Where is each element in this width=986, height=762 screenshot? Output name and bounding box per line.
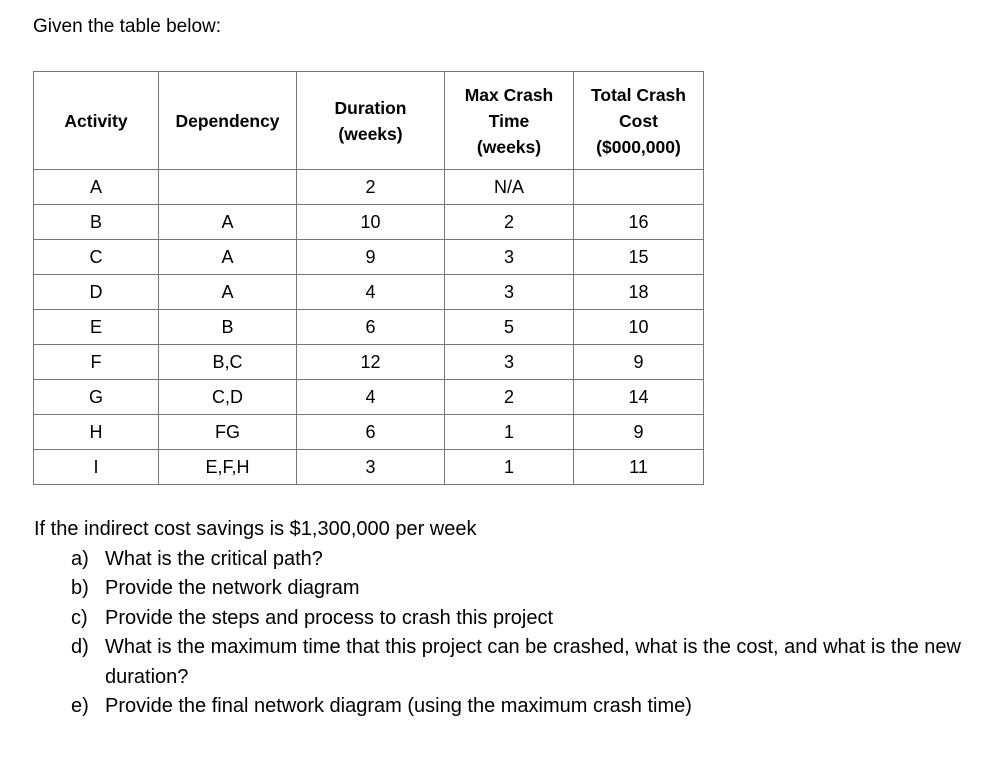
question-letter: e) (71, 695, 89, 717)
cell-cost: 15 (574, 240, 704, 275)
question-letter: c) (71, 606, 88, 629)
table-row (34, 275, 704, 310)
cell-dependency: A (159, 205, 297, 240)
list-item (34, 545, 985, 575)
cell-dependency: FG (159, 415, 297, 450)
cell-cost: 10 (574, 310, 704, 345)
header-duration-line1: Duration (334, 97, 407, 118)
cell-cost: 18 (574, 275, 704, 310)
cell-dependency: A (159, 275, 297, 310)
cell-duration: 10 (297, 205, 445, 240)
header-max-line1: Max Crash (464, 84, 554, 105)
header-cost-line3: ($000,000) (596, 136, 681, 157)
cell-activity: C (34, 240, 159, 275)
cell-max-crash: 3 (445, 345, 574, 380)
cell-duration: 6 (297, 415, 445, 450)
list-item (34, 604, 985, 634)
cell-cost: 14 (574, 380, 704, 415)
question-letter: a) (71, 547, 89, 570)
cell-max-crash: 2 (445, 205, 574, 240)
cell-activity: F (34, 345, 159, 380)
cell-duration: 4 (297, 380, 445, 415)
cell-activity: H (34, 415, 159, 450)
cell-duration: 3 (297, 450, 445, 485)
cell-activity: E (34, 310, 159, 345)
cell-duration: 4 (297, 275, 445, 310)
cell-dependency (159, 170, 297, 205)
cell-cost (574, 170, 704, 205)
header-duration (297, 72, 445, 170)
header-total-cost (574, 72, 704, 170)
cell-dependency: E,F,H (159, 450, 297, 485)
cell-activity: D (34, 275, 159, 310)
cell-duration: 6 (297, 310, 445, 345)
cell-duration: 9 (297, 240, 445, 275)
table-row (34, 205, 704, 240)
header-cost-line2: Cost (619, 110, 658, 131)
question-letter: d) (71, 636, 89, 658)
cell-cost: 9 (574, 345, 704, 380)
header-dependency: Dependency (159, 72, 297, 170)
list-item (34, 692, 985, 722)
cell-max-crash: 1 (445, 415, 574, 450)
cell-dependency: A (159, 240, 297, 275)
question-letter: b) (71, 577, 89, 599)
question-text: Provide the steps and process to crash this project (105, 606, 554, 629)
intro-text: Given the table below: (33, 16, 222, 37)
question-text: Provide the network diagram (105, 577, 360, 599)
header-max-line2: Time (488, 110, 530, 131)
questions-intro: If the indirect cost savings is $1,300,000 per week (34, 518, 477, 540)
cell-max-crash: 3 (445, 275, 574, 310)
cell-cost: 11 (574, 450, 704, 485)
cell-max-crash: N/A (445, 170, 574, 205)
cell-duration: 2 (297, 170, 445, 205)
table-row (34, 170, 704, 205)
table-header-row (34, 72, 704, 170)
cell-activity: G (34, 380, 159, 415)
header-duration-line2: (weeks) (338, 123, 403, 144)
crash-table (33, 71, 704, 485)
cell-max-crash: 3 (445, 240, 574, 275)
table-row (34, 345, 704, 380)
cell-dependency: C,D (159, 380, 297, 415)
header-activity: Activity (34, 72, 159, 170)
cell-max-crash: 5 (445, 310, 574, 345)
cell-dependency: B (159, 310, 297, 345)
question-text: What is the critical path? (105, 547, 323, 570)
table-row (34, 415, 704, 450)
table-row (34, 310, 704, 345)
table-row (34, 380, 704, 415)
header-max-crash (445, 72, 574, 170)
header-max-line3: (weeks) (476, 136, 542, 157)
questions-list (34, 545, 985, 722)
list-item (34, 633, 985, 692)
questions-section (34, 515, 985, 722)
cell-max-crash: 2 (445, 380, 574, 415)
question-text: Provide the final network diagram (using the maximum crash time) (105, 695, 692, 717)
header-cost-line1: Total Crash (591, 84, 686, 105)
cell-cost: 16 (574, 205, 704, 240)
cell-activity: I (34, 450, 159, 485)
cell-max-crash: 1 (445, 450, 574, 485)
list-item (34, 574, 985, 604)
table-row (34, 240, 704, 275)
question-text: What is the maximum time that this project can be crashed, what is the cost, and what is the new duration? (105, 636, 961, 688)
cell-cost: 9 (574, 415, 704, 450)
cell-dependency: B,C (159, 345, 297, 380)
cell-activity: B (34, 205, 159, 240)
table-row (34, 450, 704, 485)
cell-activity: A (34, 170, 159, 205)
cell-duration: 12 (297, 345, 445, 380)
